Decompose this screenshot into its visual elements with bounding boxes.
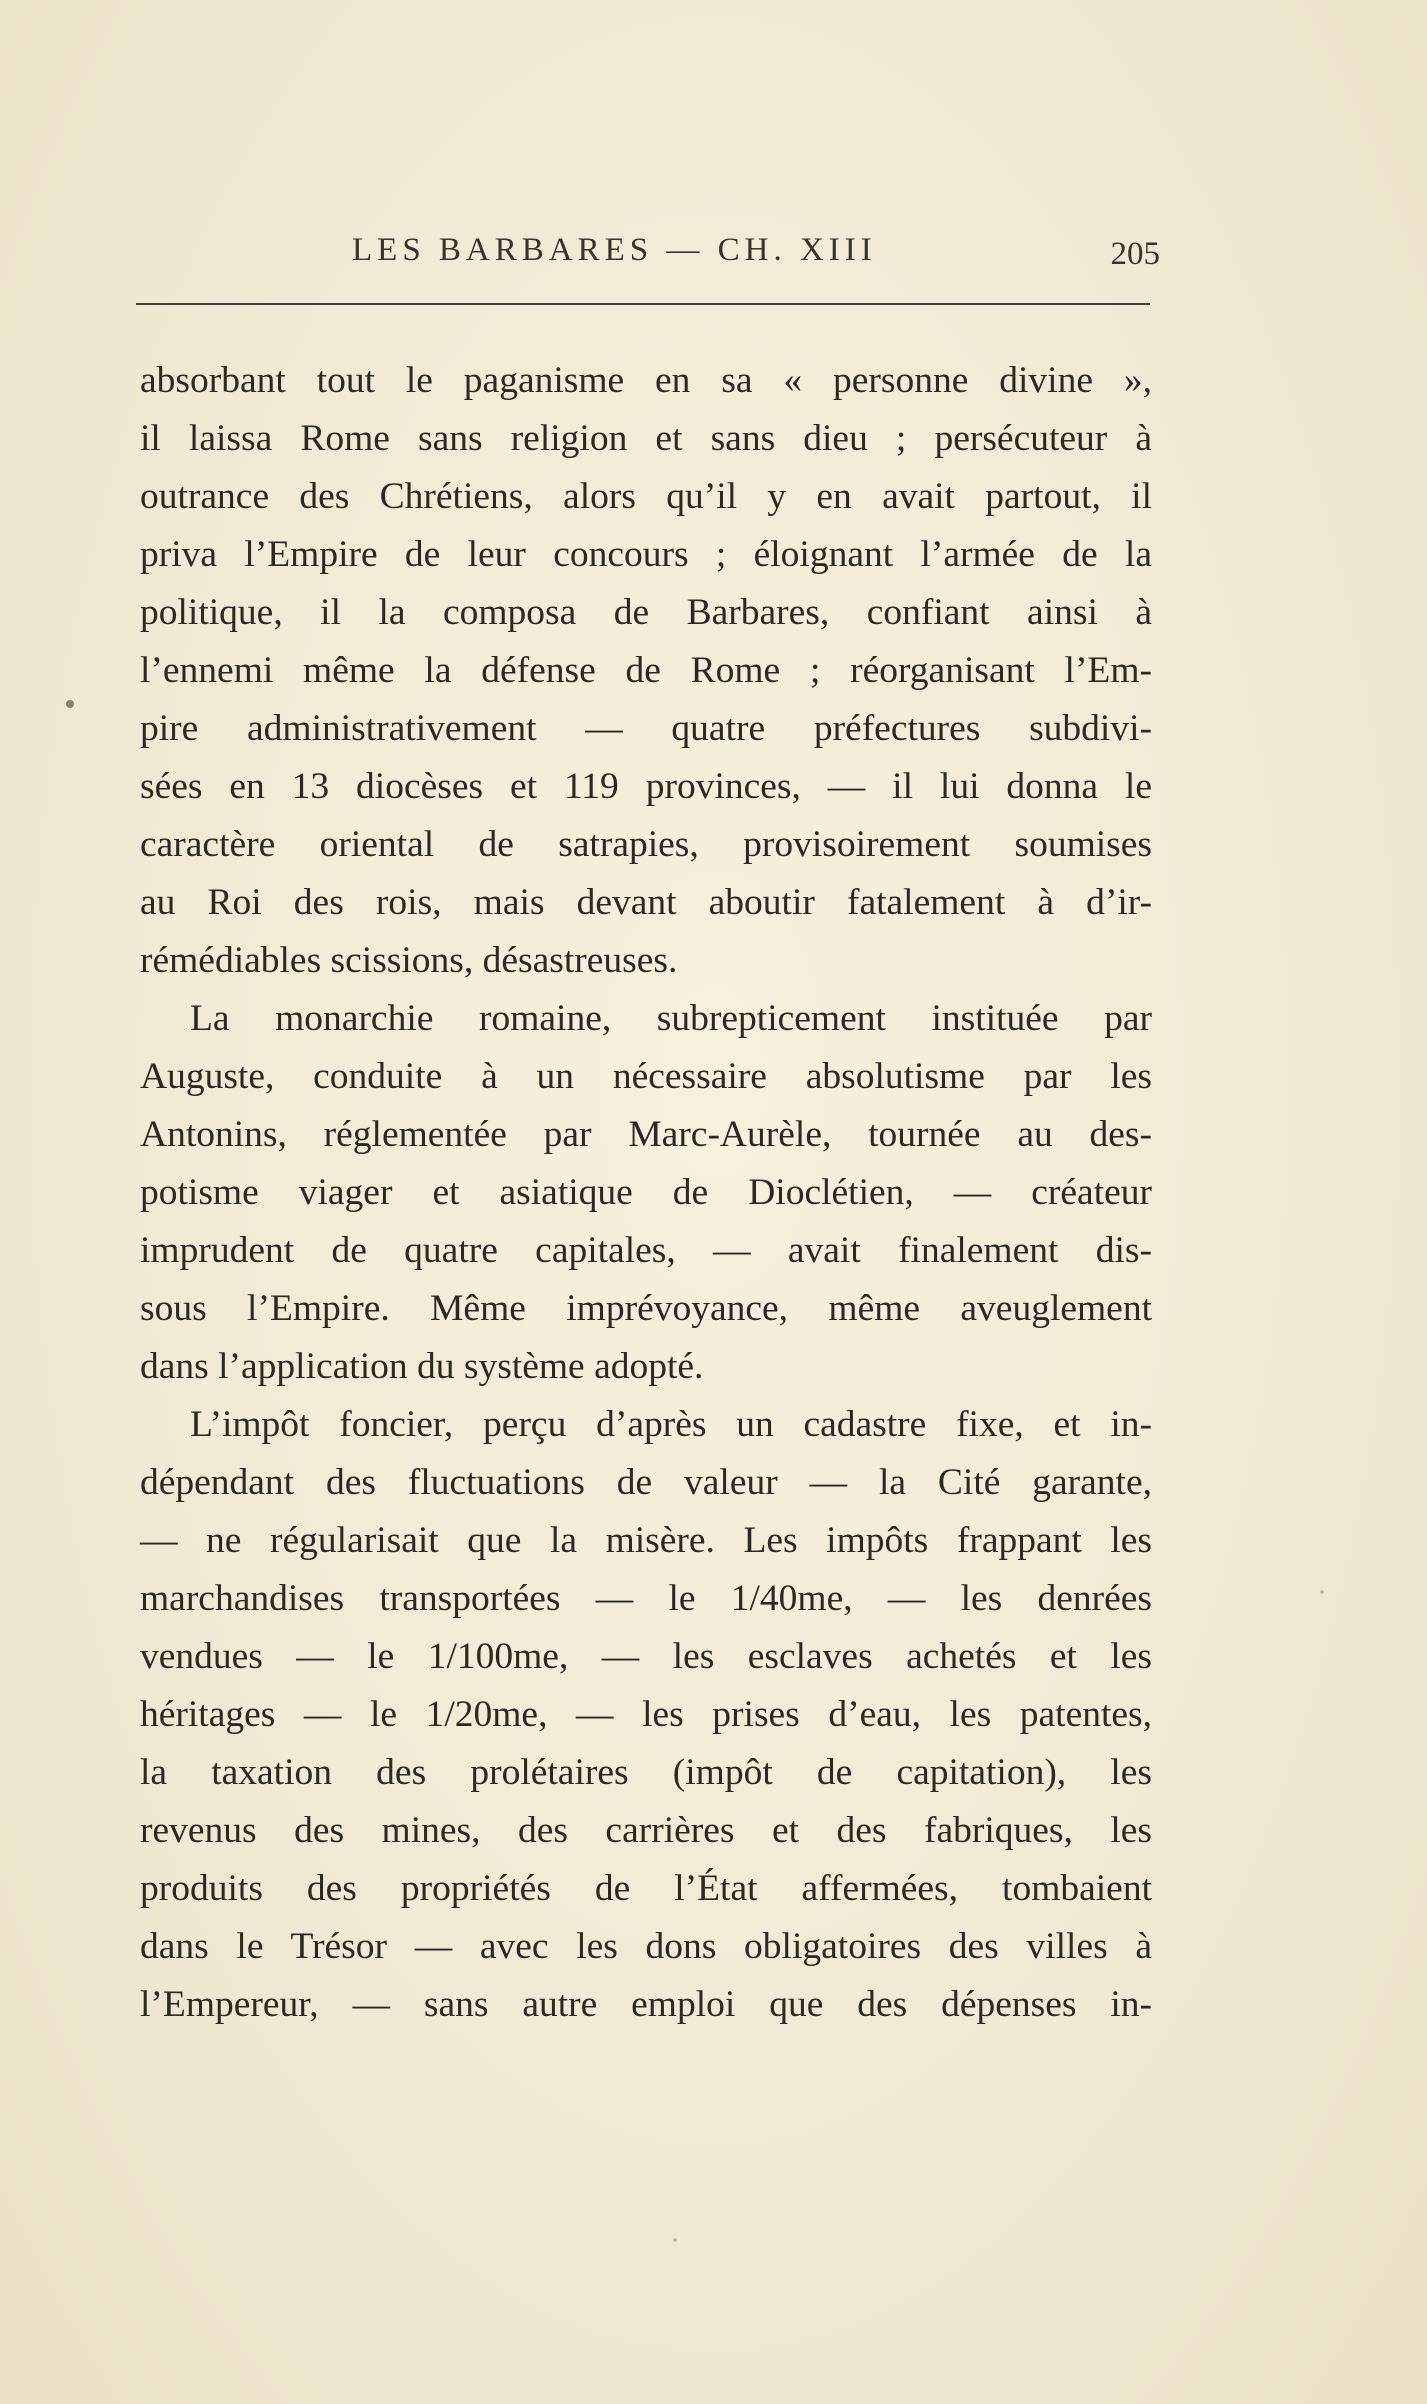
text-line: imprudent de quatre capitales, — avait finalement dis- [140,1230,1152,1271]
text-line: la taxation des prolétaires (impôt de capitation), les [140,1752,1152,1793]
text-line: La monarchie romaine, subrepticement instituée par [190,998,1152,1039]
text-line: revenus des mines, des carrières et des fabriques, les [140,1810,1152,1851]
running-title: LES BARBARES — CH. XIII [352,232,877,268]
text-line: politique, il la composa de Barbares, confiant ainsi à [140,592,1152,633]
text-line: il laissa Rome sans religion et sans dieu ; persécuteur à [140,418,1152,459]
text-line: marchandises transportées — le 1/40me, — les denrées [140,1578,1152,1619]
paper-speck [1320,1590,1324,1594]
running-head [140,232,1160,292]
text-line: priva l’Empire de leur concours ; éloignant l’armée de la [140,534,1152,575]
text-line: vendues — le 1/100me, — les esclaves achetés et les [140,1636,1152,1677]
text-line: rémédiables scissions, désastreuses. [140,940,678,981]
text-line: dans l’application du système adopté. [140,1346,704,1387]
text-line: Auguste, conduite à un nécessaire absolutisme par les [140,1056,1152,1097]
text-line: absorbant tout le paganisme en sa « personne divine », [140,360,1152,401]
text-line: au Roi des rois, mais devant aboutir fatalement à d’ir- [140,882,1152,923]
text-line: pire administrativement — quatre préfectures subdivi- [140,708,1152,749]
text-line: outrance des Chrétiens, alors qu’il y en avait partout, il [140,476,1152,517]
page-number: 205 [1110,236,1160,272]
text-line: Antonins, réglementée par Marc-Aurèle, tournée au des- [140,1114,1152,1155]
header-rule [136,303,1150,305]
text-line: sées en 13 diocèses et 119 provinces, — il lui donna le [140,766,1152,807]
text-line: héritages — le 1/20me, — les prises d’eau, les patentes, [140,1694,1152,1735]
text-line: L’impôt foncier, perçu d’après un cadastre fixe, et in- [190,1404,1152,1445]
text-line: caractère oriental de satrapies, provisoirement soumises [140,824,1152,865]
text-line: sous l’Empire. Même imprévoyance, même aveuglement [140,1288,1152,1329]
text-line: dans le Trésor — avec les dons obligatoires des villes à [140,1926,1152,1967]
text-line: potisme viager et asiatique de Dioclétien, — créateur [140,1172,1152,1213]
text-line: — ne régularisait que la misère. Les impôts frappant les [140,1520,1152,1561]
paper-speck [673,2238,677,2242]
text-line: l’ennemi même la défense de Rome ; réorganisant l’Em- [140,650,1152,691]
text-line: produits des propriétés de l’État affermées, tombaient [140,1868,1152,1909]
margin-mark [66,700,74,708]
text-line: l’Empereur, — sans autre emploi que des dépenses in- [140,1984,1152,2025]
body-text [140,352,1152,2034]
text-line: dépendant des fluctuations de valeur — la Cité garante, [140,1462,1152,1503]
